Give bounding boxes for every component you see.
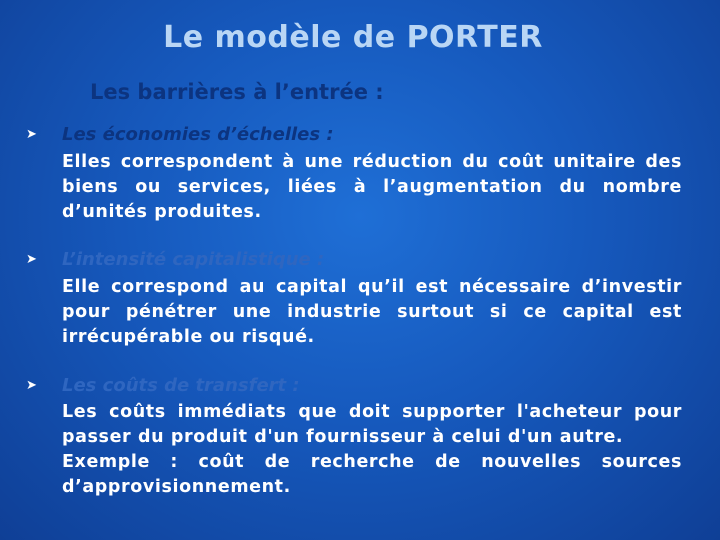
arrowhead-bullet-icon: ➤ bbox=[26, 378, 37, 393]
slide-subtitle: Les barrières à l’entrée : bbox=[90, 80, 384, 104]
item-body-text: Elle correspond au capital qu’il est nécessaire d’investir pour pénétrer une industrie surtout si ce capital est irrécupérable ou risqué. bbox=[62, 277, 682, 347]
arrowhead-bullet-icon: ➤ bbox=[26, 127, 37, 142]
item-example-text: Exemple : coût de recherche de nouvelles sources d’approvisionnement. bbox=[62, 452, 682, 497]
item-body bbox=[62, 150, 682, 225]
item-heading: Les économies d’échelles : bbox=[62, 124, 334, 145]
item-body bbox=[62, 400, 682, 500]
item-body-text: Les coûts immédiats que doit supporter l'acheteur pour passer du produit d'un fournisseur à celui d'un autre. bbox=[62, 402, 682, 447]
item-body bbox=[62, 275, 682, 350]
item-heading: L’intensité capitalistique : bbox=[62, 249, 325, 270]
arrowhead-bullet-icon: ➤ bbox=[26, 252, 37, 267]
slide-title: Le modèle de PORTER bbox=[163, 20, 543, 55]
item-body-text: Elles correspondent à une réduction du coût unitaire des biens ou services, liées à l’augmentation du nombre d’unités produites. bbox=[62, 152, 682, 222]
item-heading: Les coûts de transfert : bbox=[62, 375, 300, 396]
